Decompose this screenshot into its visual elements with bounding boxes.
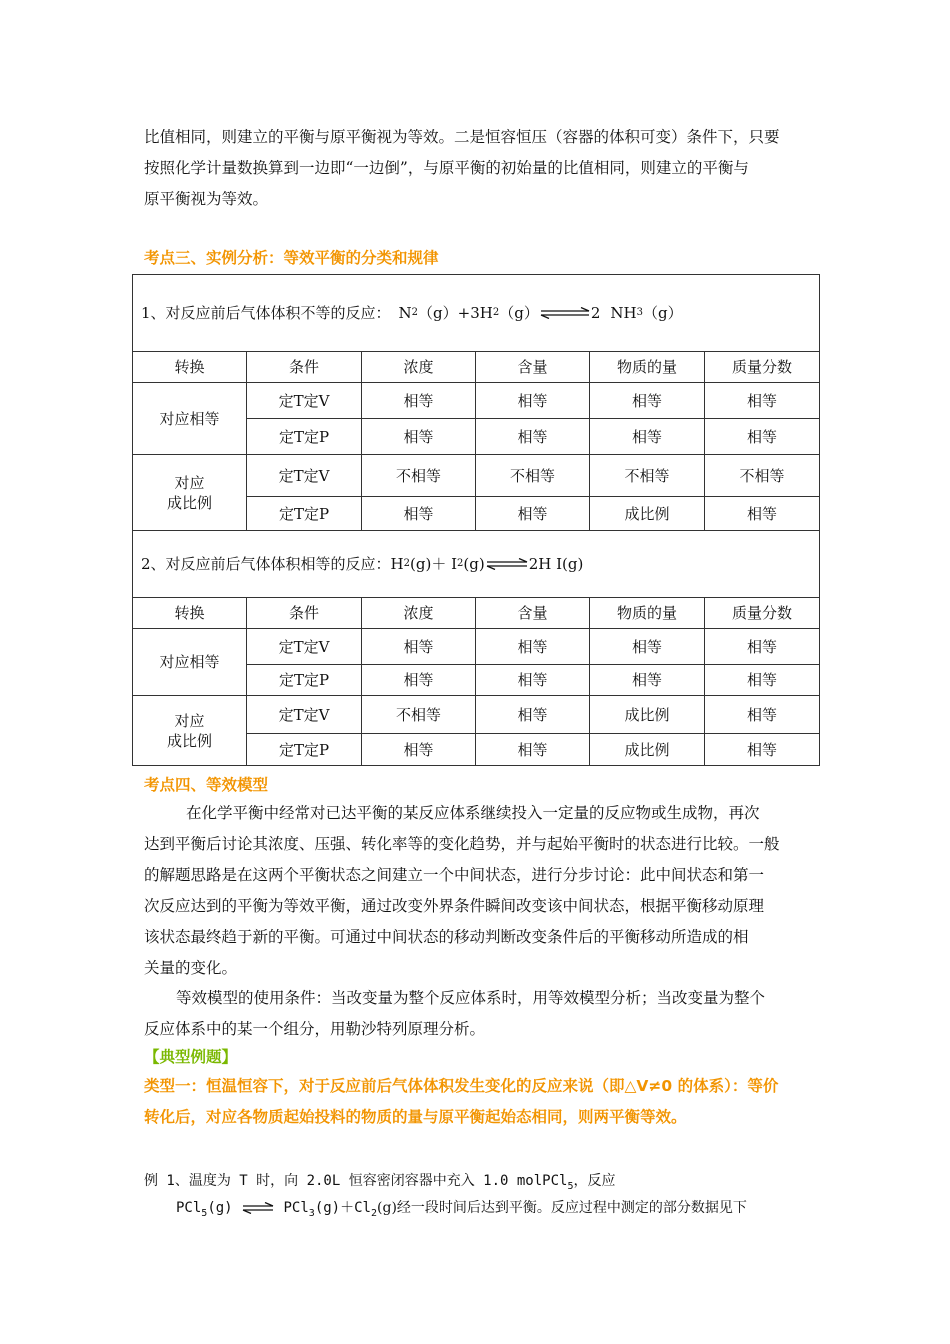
group-label: 对应相等 <box>133 383 247 455</box>
reaction-1-prefix: 1、对反应前后气体体积不等的反应： <box>141 304 391 322</box>
group-label: 对应相等 <box>133 629 247 696</box>
header-row-2: 转换 条件 浓度 含量 物质的量 质量分数 <box>133 598 820 629</box>
group-label: 对应 成比例 <box>133 455 247 531</box>
typical-examples-heading: 【典型例题】 <box>144 1048 238 1066</box>
header-condition: 条件 <box>247 352 362 383</box>
section-3-heading: 考点三、实例分析：等效平衡的分类和规律 <box>144 249 439 267</box>
intro-line-3: 原平衡视为等效。 <box>144 190 269 208</box>
header-concentration: 浓度 <box>362 352 476 383</box>
equilibrium-arrow-icon <box>241 1202 275 1214</box>
header-conversion: 转换 <box>133 352 247 383</box>
reaction-2-row <box>133 531 820 598</box>
header-row-1 <box>133 352 820 383</box>
section-4-heading: 考点四、等效模型 <box>144 776 269 794</box>
reaction-1-cell: 1、对反应前后气体体积不等的反应： N 2 （g）+3 H 2 （g） 2 NH 3 （g） <box>133 275 820 352</box>
reaction-2-prefix: 2、对反应前后气体体积相等的反应： <box>141 555 391 573</box>
equilibrium-arrow-icon <box>485 558 529 570</box>
reaction-2-cell: 2、对反应前后气体体积相等的反应： H 2 (g)＋ I 2 (g) 2H I(g) <box>133 531 820 598</box>
group-label: 对应 成比例 <box>133 696 247 766</box>
header-content: 含量 <box>476 352 590 383</box>
intro-paragraph <box>144 122 810 215</box>
table-row: 对应 成比例 定T定V 不相等 相等 成比例 相等 <box>133 696 820 734</box>
table-row: 对应相等 定T定V 相等 相等 相等 相等 <box>133 629 820 665</box>
header-amount: 物质的量 <box>590 352 705 383</box>
intro-line-2: 按照化学计量数换算到一边即“一边倒”，与原平衡的初始量的比值相同，则建立的平衡与 <box>144 159 749 177</box>
table-row: 定T定P 相等 相等 相等 相等 <box>133 419 820 455</box>
reaction-1-row <box>133 275 820 352</box>
equivalent-equilibrium-table <box>132 274 820 766</box>
table-row: 定T定P 相等 相等 相等 相等 <box>133 665 820 696</box>
example-1-line-1: 例 1、温度为 T 时，向 2.0L 恒容密闭容器中充入 1.0 molPCl$_5$，反应 <box>144 1173 616 1192</box>
intro-line-1: 比值相同，则建立的平衡与原平衡视为等效。二是恒容恒压（容器的体积可变）条件下，只要 <box>144 128 780 146</box>
section-4-paragraph-1: 在化学平衡中经常对已达平衡的某反应体系继续投入一定量的反应物或生成物，再次 达到平衡后讨论其浓度、压强、转化率等的变化趋势，并与起始平衡时的状态进行比较。一般 的解题思路是在这两个平衡状态之间建立一个中间状态，进行分步讨论：此中间状态和第一 次反应达到的平衡为等效平衡，通过改变外界条件瞬间改变该中间状态，根据平衡移动原理 该状态最终趋于新的平衡。可通过中间状态的移动判断改变条件后的平衡移动所造成的相 关量的变化。 <box>144 804 780 977</box>
example-1-line-2: PCl$_5$(g) $PCl_3(g)+Cl_2(g)$经一段时间后达到平衡。反应过程中测定的部分数据见下 <box>176 1200 747 1219</box>
table-row: 对应 成比例 定T定V 不相等 不相等 不相等 不相等 <box>133 455 820 497</box>
table-row: 定T定P 相等 相等 成比例 相等 <box>133 734 820 766</box>
table-row: 定T定P 相等 相等 成比例 相等 <box>133 497 820 531</box>
equilibrium-arrow-icon <box>539 307 591 319</box>
table-row: 对应相等 定T定V 相等 相等 相等 相等 <box>133 383 820 419</box>
section-4-paragraph-2: 等效模型的使用条件：当改变量为整个反应体系时，用等效模型分析；当改变量为整个 反应体系中的某一个组分，用勒沙特列原理分析。 <box>144 989 766 1038</box>
header-mass-fraction: 质量分数 <box>705 352 820 383</box>
type-1-description: 类型一：恒温恒容下，对于反应前后气体体积发生变化的反应来说（即△V≠0 的体系）：等价 转化后，对应各物质起始投料的物质的量与原平衡起始态相同，则两平衡等效。 <box>144 1077 779 1126</box>
